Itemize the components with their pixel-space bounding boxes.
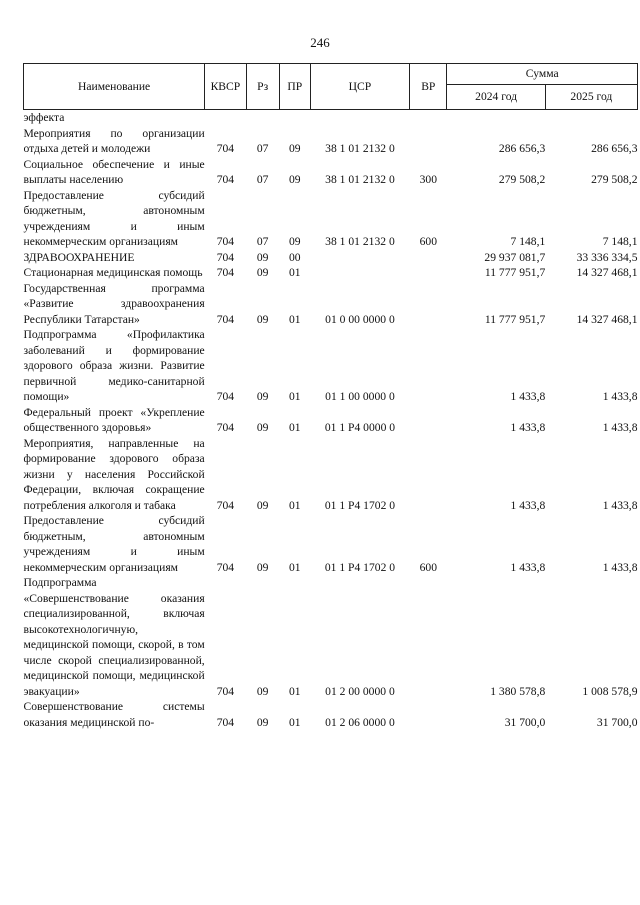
row-name: Федеральный проект «Укрепление общественного здоровья» [23, 405, 205, 434]
table-row [24, 405, 638, 436]
row-kvsr: 704 [216, 715, 235, 729]
row-name: Социальное обеспечение и иные выплаты населению [23, 157, 205, 186]
row-pr: 09 [288, 142, 301, 155]
row-sum-2025: 279 508,2 [591, 173, 638, 186]
row-pr: 00 [288, 250, 301, 264]
row-sum-2025: 1 008 578,9 [582, 684, 638, 698]
row-vr: 300 [419, 173, 437, 186]
row-vr [410, 110, 447, 126]
row-csr [310, 110, 409, 126]
row-kvsr [205, 110, 246, 126]
row-kvsr: 704 [216, 173, 235, 186]
row-pr: 01 [288, 390, 301, 403]
table-body [24, 110, 638, 731]
header-kvsr: КВСР [205, 64, 246, 110]
row-name: Подпрограмма «Профилактика заболеваний и формирование здорового образа жизни. Развитие первичной медико-санитарной помощи» [23, 328, 205, 403]
row-rz: 09 [256, 312, 269, 326]
row-rz: 09 [256, 390, 269, 403]
table-row [24, 436, 638, 514]
row-csr: 01 1 P4 1702 0 [324, 560, 396, 574]
budget-table [23, 63, 638, 730]
row-name: Подпрограмма «Совершенствование оказания специализированной, включая высокотехнологичную, медицинской помощи, скорой, в том числе скорой специализированной, медицинской помощи, медицинской эвакуации» [23, 576, 205, 698]
row-kvsr: 704 [216, 421, 235, 434]
table-row [24, 157, 638, 188]
row-sum-2024: 31 700,0 [504, 715, 546, 729]
row-sum-2025: 33 336 334,5 [576, 250, 638, 264]
row-pr: 01 [288, 312, 301, 326]
row-rz: 09 [256, 266, 269, 279]
table-row [24, 699, 638, 730]
row-name: Государственная программа «Развитие здравоохранения Республики Татарстан» [23, 281, 205, 326]
header-year-2024: 2024 год [447, 85, 545, 110]
row-rz: 07 [256, 173, 269, 186]
table-row [24, 265, 638, 281]
row-rz: 09 [256, 421, 269, 434]
row-vr [410, 436, 447, 514]
row-vr: 600 [419, 235, 437, 248]
page-number: 246 [310, 35, 330, 50]
row-pr: 01 [288, 266, 301, 279]
row-sum-2024: 1 433,8 [510, 498, 546, 512]
table-row [24, 513, 638, 575]
row-pr [279, 110, 310, 126]
header-name: Наименование [24, 64, 205, 110]
row-vr: 600 [419, 560, 437, 574]
row-name: ЗДРАВООХРАНЕНИЕ [23, 250, 135, 264]
row-name: Мероприятия, направленные на формирование здорового образа жизни у населения Российской Федерации, включая сокращение потребления алкоголя и табака [23, 436, 205, 512]
row-csr: 38 1 01 2132 0 [325, 173, 395, 186]
row-sum-2025: 286 656,3 [591, 142, 638, 155]
row-sum-2024 [447, 110, 545, 126]
table-header [24, 64, 638, 110]
row-csr: 01 1 P4 0000 0 [324, 421, 396, 434]
row-name: Совершенствование системы оказания медицинской по- [23, 700, 205, 729]
row-kvsr: 704 [216, 235, 235, 248]
row-rz: 07 [256, 142, 269, 155]
row-sum-2025 [545, 110, 637, 126]
header-pr: ПР [279, 64, 310, 110]
row-rz: 09 [256, 715, 269, 729]
row-pr: 01 [288, 560, 301, 574]
row-sum-2024: 1 433,8 [510, 560, 546, 574]
row-sum-2025: 14 327 468,1 [576, 312, 638, 326]
row-rz: 09 [256, 684, 269, 698]
row-sum-2025: 1 433,8 [602, 560, 638, 574]
row-pr: 09 [288, 235, 301, 248]
row-vr [410, 281, 447, 328]
header-year-2025: 2025 год [545, 85, 637, 110]
row-kvsr: 704 [216, 390, 235, 403]
row-rz: 09 [256, 498, 269, 512]
row-pr: 01 [288, 421, 301, 434]
table-row [24, 188, 638, 250]
table-row [24, 327, 638, 405]
row-sum-2024: 286 656,3 [498, 142, 546, 155]
row-csr: 01 2 06 0000 0 [325, 715, 395, 729]
row-kvsr: 704 [216, 684, 235, 698]
row-vr [410, 126, 447, 157]
row-kvsr: 704 [216, 312, 235, 326]
row-kvsr: 704 [216, 560, 235, 574]
row-csr: 01 2 00 0000 0 [325, 684, 395, 698]
table-row [24, 575, 638, 699]
table-row [24, 250, 638, 266]
row-sum-2025: 7 148,1 [602, 235, 638, 248]
row-name: Предоставление субсидий бюджетным, автономным учреждениям и иным некоммерческим организациям [23, 514, 205, 574]
row-sum-2024: 11 777 951,7 [484, 312, 546, 326]
row-vr [410, 575, 447, 699]
row-csr: 01 1 P4 1702 0 [324, 498, 396, 512]
row-sum-2024: 1 433,8 [510, 390, 546, 403]
row-sum-2024: 7 148,1 [510, 235, 546, 248]
row-kvsr: 704 [216, 142, 235, 155]
row-kvsr: 704 [216, 266, 235, 279]
row-kvsr: 704 [216, 498, 235, 512]
header-vr: ВР [410, 64, 447, 110]
row-vr [410, 265, 447, 281]
row-sum-2024: 1 433,8 [510, 421, 546, 434]
row-sum-2024: 11 777 951,7 [484, 266, 546, 279]
table-row [24, 110, 638, 126]
row-sum-2024: 1 380 578,8 [490, 684, 546, 698]
row-vr [410, 405, 447, 436]
row-pr: 01 [288, 715, 301, 729]
row-csr: 38 1 01 2132 0 [325, 235, 395, 248]
row-csr: 01 1 00 0000 0 [325, 390, 395, 403]
row-rz: 09 [256, 560, 269, 574]
row-pr: 01 [288, 684, 301, 698]
header-rz: Рз [246, 64, 279, 110]
row-vr [410, 327, 447, 405]
row-vr [410, 699, 447, 730]
row-sum-2024: 29 937 081,7 [484, 250, 546, 264]
row-rz: 07 [256, 235, 269, 248]
row-name: эффекта [23, 111, 65, 124]
row-name: Стационарная медицинская помощь [23, 266, 203, 279]
table-row [24, 281, 638, 328]
row-rz: 09 [256, 250, 269, 264]
table-row [24, 126, 638, 157]
row-csr: 01 0 00 0000 0 [325, 312, 395, 326]
row-csr: 38 1 01 2132 0 [325, 142, 395, 155]
row-csr [310, 250, 409, 266]
row-pr: 01 [288, 498, 301, 512]
row-sum-2025: 14 327 468,1 [576, 266, 638, 279]
row-rz [246, 110, 279, 126]
row-sum-2025: 1 433,8 [602, 390, 638, 403]
row-sum-2025: 1 433,8 [602, 498, 638, 512]
row-sum-2025: 31 700,0 [596, 715, 638, 729]
row-vr [410, 250, 447, 266]
row-kvsr: 704 [216, 250, 235, 264]
row-name: Мероприятия по организации отдыха детей и молодежи [23, 126, 205, 155]
row-pr: 09 [288, 173, 301, 186]
row-sum-2025: 1 433,8 [602, 421, 638, 434]
row-sum-2024: 279 508,2 [498, 173, 546, 186]
row-csr [310, 265, 409, 281]
header-csr: ЦСР [310, 64, 409, 110]
header-sum: Сумма [447, 64, 638, 85]
row-name: Предоставление субсидий бюджетным, автономным учреждениям и иным некоммерческим организациям [23, 188, 205, 248]
